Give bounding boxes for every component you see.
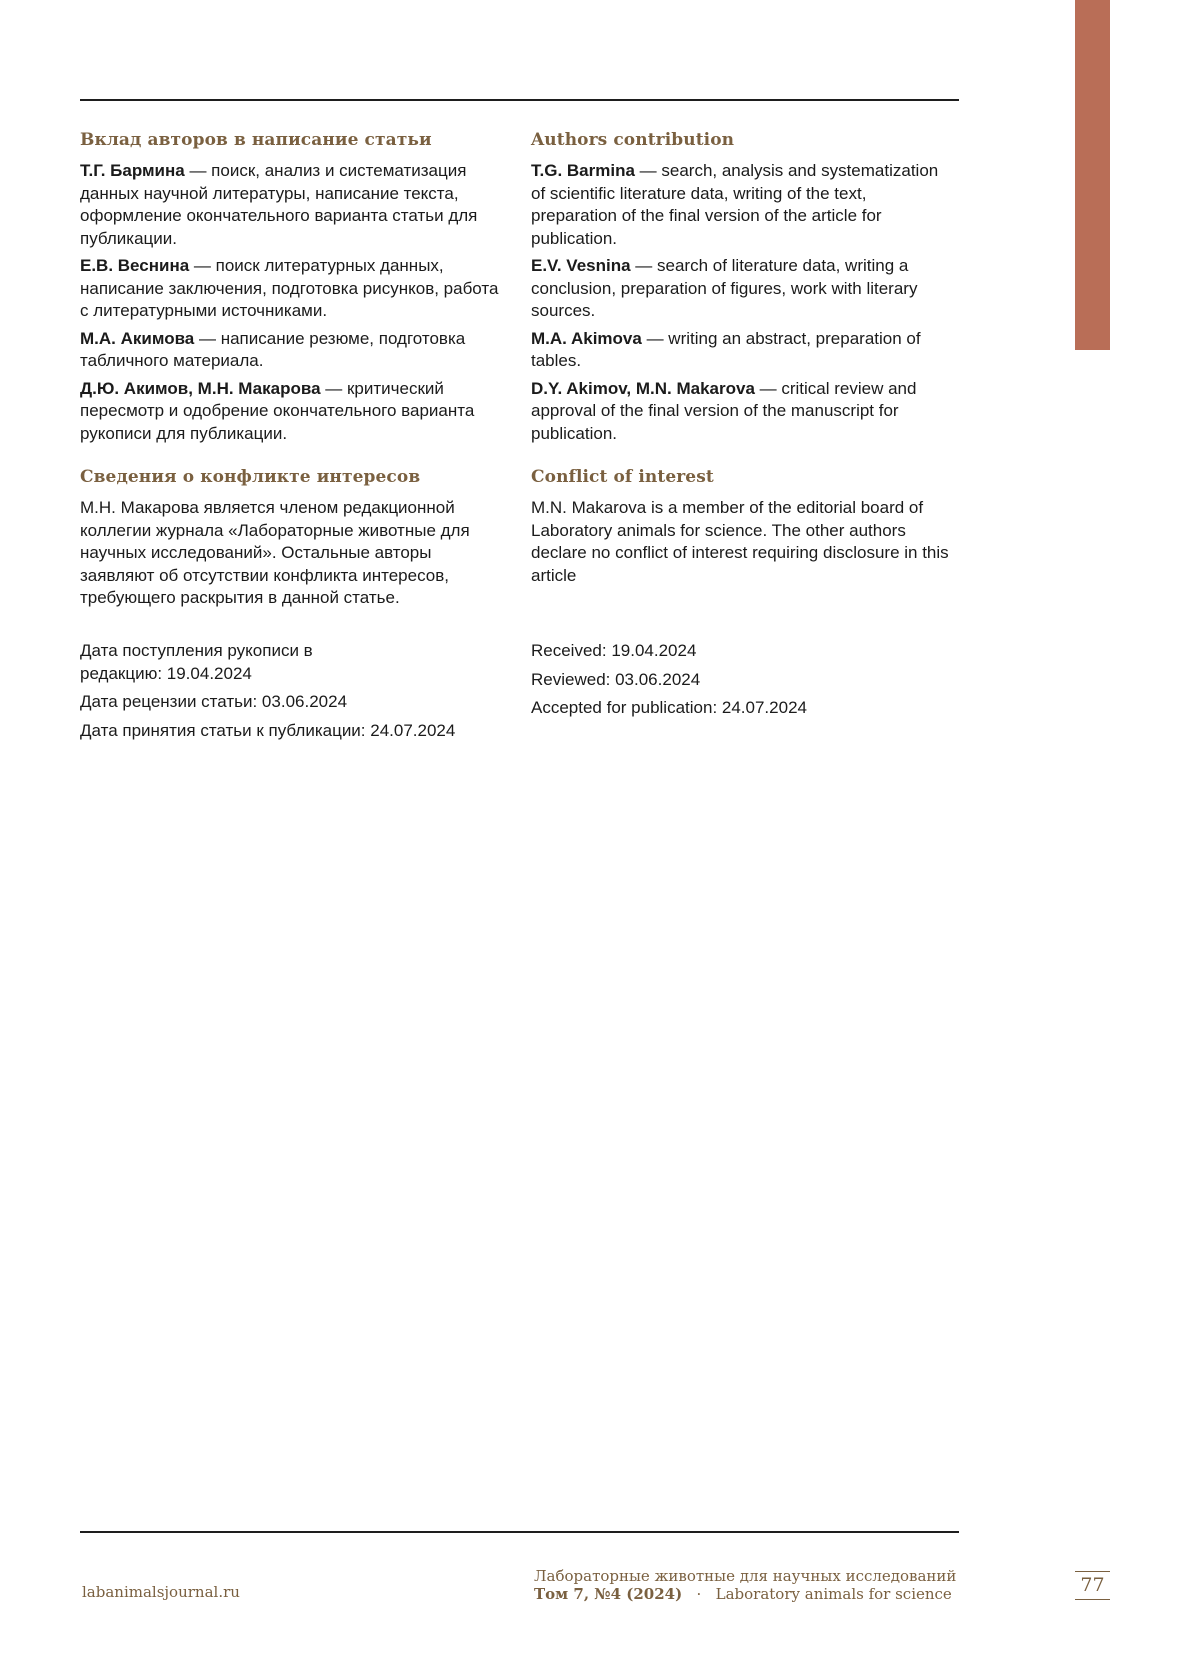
en-contrib-names: M.A. Akimova: [531, 328, 642, 348]
russian-column: [80, 128, 500, 450]
en-contrib-text: — search, analysis and systematization of scientific literature data, writing of the text, preparation of the final version of the article for publication.: [531, 161, 939, 248]
journal-title-en: Laboratory animals for science: [715, 1585, 952, 1603]
en-contrib-names: D.Y. Akimov, M.N. Makarova: [531, 378, 755, 398]
en-contrib-entry: [531, 160, 951, 250]
en-received-date: Received: 19.04.2024: [531, 641, 697, 660]
ru-contrib-text: — поиск, анализ и систематизация данных научной литературы, написание текста, оформление окончательного варианта статьи для публикации.: [80, 161, 478, 248]
en-conflict-heading: Conflict of interest: [531, 467, 714, 487]
ru-contrib-entry: [80, 255, 500, 323]
ru-received-date: Дата поступления рукописи в редакцию: 19.04.2024: [80, 641, 313, 683]
top-rule: [80, 99, 959, 101]
ru-contrib-text: — критический пересмотр и одобрение окончательного варианта рукописи для публикации.: [80, 378, 475, 443]
ru-dates: [80, 640, 500, 748]
journal-footer: [534, 1567, 959, 1603]
ru-contrib-heading: Вклад авторов в написание статьи: [80, 130, 432, 150]
en-accepted-date: Accepted for publication: 24.07.2024: [531, 698, 807, 717]
ru-conflict-section: [80, 465, 500, 615]
journal-website-link[interactable]: labanimalsjournal.ru: [82, 1583, 240, 1601]
ru-contrib-entry: [80, 160, 500, 250]
ru-contrib-text: — поиск литературных данных, написание заключения, подготовка рисунков, работа с литературными источниками.: [80, 256, 499, 320]
english-column: [531, 128, 951, 450]
en-contrib-names: T.G. Barmina: [531, 161, 635, 180]
en-contrib-entry: [531, 378, 951, 446]
en-contrib-heading: Authors contribution: [531, 130, 735, 150]
en-reviewed-date: Reviewed: 03.06.2024: [531, 669, 701, 689]
ru-accepted-date: Дата принятия статьи к публикации: 24.07.2024: [80, 720, 456, 740]
accent-side-bar: [1075, 0, 1110, 350]
en-dates: [531, 640, 951, 726]
ru-reviewed-date: Дата рецензии статьи: 03.06.2024: [80, 692, 348, 711]
en-contrib-text: — search of literature data, writing a conclusion, preparation of figures, work with literary sources.: [531, 256, 918, 320]
ru-contrib-names: Е.В. Веснина: [80, 256, 190, 275]
journal-title-ru: Лабораторные животные для научных исследований: [534, 1567, 957, 1585]
en-contrib-entry: [531, 328, 951, 373]
en-contrib-text: — writing an abstract, preparation of tables.: [531, 328, 921, 370]
ru-contrib-text: — написание резюме, подготовка табличного материала.: [80, 328, 466, 370]
ru-contrib-names: Д.Ю. Акимов, М.Н. Макарова: [80, 378, 321, 398]
en-contrib-text: — critical review and approval of the final version of the manuscript for publication.: [531, 378, 917, 443]
ru-contrib-entry: [80, 328, 500, 373]
journal-issue: Том 7, №4 (2024): [534, 1585, 683, 1603]
ru-contrib-entry: [80, 378, 500, 446]
page-number: 77: [1075, 1571, 1110, 1600]
bottom-rule: [80, 1531, 959, 1533]
ru-contrib-names: М.А. Акимова: [80, 328, 195, 348]
journal-issue-line: [534, 1585, 959, 1603]
ru-conflict-heading: Сведения о конфликте интересов: [80, 467, 421, 487]
ru-contrib-names: Т.Г. Бармина: [80, 161, 185, 180]
footer-separator: ·: [696, 1585, 702, 1603]
ru-conflict-text: М.Н. Макарова является членом редакционной коллегии журнала «Лабораторные животные для научных исследований». Остальные авторы заявляют об отсутствии конфликта интересов, требующего раскрытия в данной статье.: [80, 498, 470, 607]
en-conflict-section: [531, 465, 951, 592]
en-contrib-names: E.V. Vesnina: [531, 256, 631, 275]
en-contrib-entry: [531, 255, 951, 323]
en-conflict-text: M.N. Makarova is a member of the editorial board of Laboratory animals for science. The other authors declare no conflict of interest requiring disclosure in this article: [531, 498, 949, 585]
